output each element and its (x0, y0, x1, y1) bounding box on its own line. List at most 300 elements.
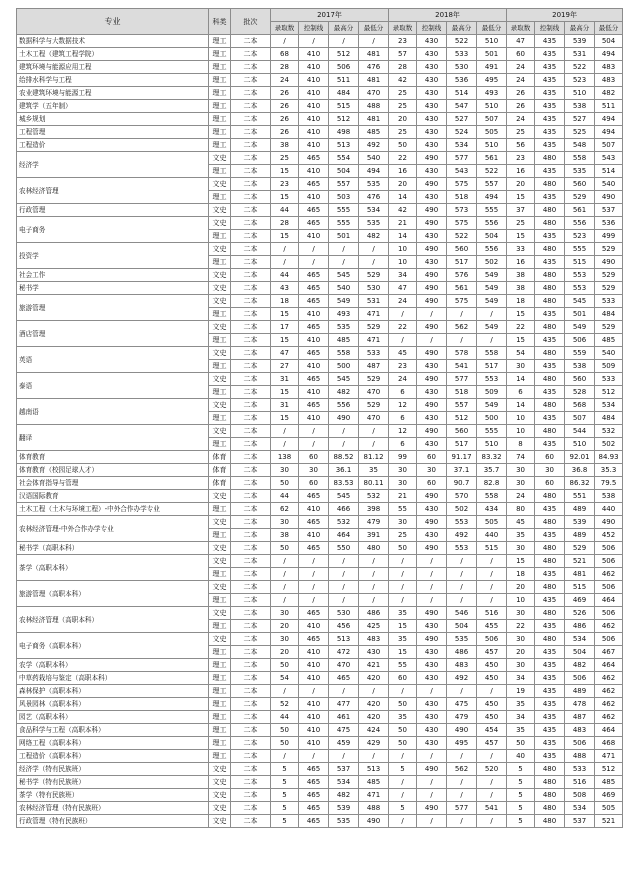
admission-table-wrapper (16, 8, 622, 828)
major-cell: 行政管理（特有民族班） (17, 815, 209, 828)
control-line-cell: 490 (417, 516, 447, 529)
header-control-line: 控制线 (417, 22, 447, 35)
admitted-cell: 30 (389, 464, 417, 477)
max-score-cell: 515 (565, 581, 595, 594)
admitted-cell: 5 (271, 815, 299, 828)
min-score-cell: 487 (359, 360, 389, 373)
max-score-cell: 539 (329, 802, 359, 815)
category-cell: 理工 (209, 620, 231, 633)
admitted-cell: 42 (389, 74, 417, 87)
min-score-cell: 506 (595, 542, 623, 555)
control-line-cell: 430 (417, 620, 447, 633)
table-row (17, 698, 623, 711)
major-cell: 城乡规划 (17, 113, 209, 126)
max-score-cell: 535 (565, 165, 595, 178)
batch-cell: 二本 (231, 178, 271, 191)
min-score-cell: 476 (359, 61, 389, 74)
table-row (17, 711, 623, 724)
admitted-cell: / (271, 750, 299, 763)
major-cell: 秘书学（高职本科） (17, 542, 209, 555)
min-score-cell: 462 (595, 711, 623, 724)
control-line-cell: 480 (535, 217, 565, 230)
admitted-cell: / (389, 750, 417, 763)
max-score-cell: 534 (329, 776, 359, 789)
control-line-cell: 490 (417, 425, 447, 438)
min-score-cell: 467 (595, 646, 623, 659)
admitted-cell: 15 (507, 555, 535, 568)
max-score-cell: 489 (565, 529, 595, 542)
admitted-cell: 10 (389, 243, 417, 256)
category-cell: 文史 (209, 763, 231, 776)
control-line-cell: 410 (299, 308, 329, 321)
admitted-cell: 30 (389, 516, 417, 529)
max-score-cell: 465 (329, 672, 359, 685)
control-line-cell: 430 (417, 48, 447, 61)
control-line-cell: 480 (535, 152, 565, 165)
max-score-cell: 485 (329, 334, 359, 347)
admitted-cell: 19 (507, 685, 535, 698)
batch-cell: 二本 (231, 87, 271, 100)
admitted-cell: 22 (389, 152, 417, 165)
admitted-cell: 5 (507, 802, 535, 815)
admitted-cell: / (389, 815, 417, 828)
max-score-cell: 538 (565, 360, 595, 373)
admitted-cell: / (271, 594, 299, 607)
category-cell: 体育 (209, 464, 231, 477)
control-line-cell: 435 (535, 256, 565, 269)
min-score-cell: 510 (477, 100, 507, 113)
max-score-cell: 492 (447, 672, 477, 685)
max-score-cell: 518 (447, 191, 477, 204)
control-line-cell: 60 (417, 477, 447, 490)
control-line-cell: / (299, 425, 329, 438)
category-cell: 理工 (209, 568, 231, 581)
admitted-cell: 25 (389, 100, 417, 113)
table-row (17, 48, 623, 61)
admitted-cell: 30 (507, 607, 535, 620)
max-score-cell: 535 (329, 815, 359, 828)
admitted-cell: 10 (507, 594, 535, 607)
batch-cell: 二本 (231, 607, 271, 620)
min-score-cell: 536 (595, 217, 623, 230)
max-score-cell: 517 (447, 438, 477, 451)
max-score-cell: 578 (447, 347, 477, 360)
max-score-cell: 477 (329, 698, 359, 711)
control-line-cell: 430 (417, 35, 447, 48)
header-admitted: 录取数 (507, 22, 535, 35)
batch-cell: 二本 (231, 48, 271, 61)
max-score-cell: 501 (565, 308, 595, 321)
min-score-cell: 421 (359, 659, 389, 672)
max-score-cell: 486 (565, 620, 595, 633)
max-score-cell: 535 (447, 633, 477, 646)
admitted-cell: 52 (271, 698, 299, 711)
min-score-cell: 484 (595, 412, 623, 425)
max-score-cell: 549 (565, 321, 595, 334)
control-line-cell: 435 (535, 48, 565, 61)
control-line-cell: 465 (299, 152, 329, 165)
control-line-cell: 430 (417, 256, 447, 269)
max-score-cell: 575 (447, 295, 477, 308)
max-score-cell: 504 (565, 646, 595, 659)
admitted-cell: 5 (271, 763, 299, 776)
min-score-cell: 509 (477, 386, 507, 399)
admitted-cell: 62 (271, 503, 299, 516)
major-cell: 数据科学与大数据技术 (17, 35, 209, 48)
table-row (17, 464, 623, 477)
min-score-cell: 529 (359, 269, 389, 282)
category-cell: 体育 (209, 477, 231, 490)
admitted-cell: 22 (507, 321, 535, 334)
admitted-cell: / (271, 685, 299, 698)
max-score-cell: 488 (565, 750, 595, 763)
min-score-cell: 499 (595, 230, 623, 243)
admitted-cell: 26 (507, 100, 535, 113)
major-cell: 农林经济管理-中外合作办学专业 (17, 516, 209, 542)
max-score-cell: / (447, 555, 477, 568)
batch-cell: 二本 (231, 386, 271, 399)
control-line-cell: 435 (535, 724, 565, 737)
max-score-cell: 482 (329, 386, 359, 399)
admitted-cell: 33 (507, 243, 535, 256)
admitted-cell: 25 (507, 126, 535, 139)
max-score-cell: 570 (447, 490, 477, 503)
max-score-cell: 557 (447, 399, 477, 412)
admitted-cell: 54 (271, 672, 299, 685)
min-score-cell: 481 (359, 74, 389, 87)
max-score-cell: 502 (447, 503, 477, 516)
category-cell: 文史 (209, 490, 231, 503)
control-line-cell: 435 (535, 386, 565, 399)
category-cell: 理工 (209, 87, 231, 100)
admitted-cell: 45 (389, 347, 417, 360)
min-score-cell: 506 (595, 555, 623, 568)
control-line-cell: 410 (299, 672, 329, 685)
control-line-cell: 435 (535, 659, 565, 672)
header-major: 专业 (17, 9, 209, 35)
control-line-cell: 435 (535, 750, 565, 763)
min-score-cell: 462 (595, 685, 623, 698)
min-score-cell: 549 (477, 282, 507, 295)
min-score-cell: 420 (359, 711, 389, 724)
min-score-cell: 533 (595, 373, 623, 386)
category-cell: 文史 (209, 347, 231, 360)
admitted-cell: 5 (271, 802, 299, 815)
control-line-cell: 490 (417, 373, 447, 386)
max-score-cell: 551 (565, 490, 595, 503)
min-score-cell: 540 (359, 152, 389, 165)
max-score-cell: 562 (447, 321, 477, 334)
admitted-cell: 24 (507, 113, 535, 126)
category-cell: 理工 (209, 698, 231, 711)
control-line-cell: 465 (299, 607, 329, 620)
min-score-cell: 84.93 (595, 451, 623, 464)
admitted-cell: 80 (507, 503, 535, 516)
max-score-cell: 534 (447, 139, 477, 152)
min-score-cell: 464 (595, 659, 623, 672)
control-line-cell: 430 (417, 438, 447, 451)
admitted-cell: 55 (389, 659, 417, 672)
table-row (17, 542, 623, 555)
max-score-cell: 472 (329, 646, 359, 659)
max-score-cell: 526 (565, 607, 595, 620)
max-score-cell: 36.8 (565, 464, 595, 477)
admitted-cell: / (389, 334, 417, 347)
control-line-cell: 480 (535, 178, 565, 191)
control-line-cell: 435 (535, 412, 565, 425)
max-score-cell: 513 (329, 139, 359, 152)
min-score-cell: 540 (595, 178, 623, 191)
control-line-cell: 410 (299, 139, 329, 152)
max-score-cell: / (329, 243, 359, 256)
table-row (17, 295, 623, 308)
control-line-cell: 435 (535, 139, 565, 152)
control-line-cell: 490 (417, 282, 447, 295)
category-cell: 文史 (209, 217, 231, 230)
category-cell: 文史 (209, 789, 231, 802)
control-line-cell: 490 (417, 295, 447, 308)
max-score-cell: 92.01 (565, 451, 595, 464)
max-score-cell: 559 (565, 347, 595, 360)
major-cell: 土木工程（土木与环境工程）-中外合作办学专业 (17, 503, 209, 516)
control-line-cell: 490 (417, 243, 447, 256)
control-line-cell: 410 (299, 87, 329, 100)
table-row (17, 503, 623, 516)
admitted-cell: 55 (389, 503, 417, 516)
max-score-cell: 513 (329, 633, 359, 646)
table-row (17, 789, 623, 802)
admitted-cell: / (271, 243, 299, 256)
min-score-cell: 491 (477, 61, 507, 74)
min-score-cell: 485 (359, 126, 389, 139)
header-batch: 批次 (231, 9, 271, 35)
control-line-cell: / (299, 555, 329, 568)
admitted-cell: 99 (389, 451, 417, 464)
major-cell: 翻译 (17, 425, 209, 451)
min-score-cell: 558 (477, 490, 507, 503)
min-score-cell: 512 (595, 386, 623, 399)
max-score-cell: 541 (447, 360, 477, 373)
control-line-cell: 490 (417, 269, 447, 282)
max-score-cell: / (447, 685, 477, 698)
min-score-cell: / (359, 555, 389, 568)
max-score-cell: 555 (329, 204, 359, 217)
admitted-cell: 44 (271, 490, 299, 503)
category-cell: 文史 (209, 802, 231, 815)
max-score-cell: 475 (329, 724, 359, 737)
control-line-cell: 435 (535, 360, 565, 373)
table-row (17, 126, 623, 139)
min-score-cell: 470 (359, 87, 389, 100)
min-score-cell: 483 (359, 633, 389, 646)
control-line-cell: 430 (417, 100, 447, 113)
min-score-cell: 506 (595, 581, 623, 594)
category-cell: 理工 (209, 230, 231, 243)
major-cell: 食品科学与工程（高职本科） (17, 724, 209, 737)
admitted-cell: 18 (271, 295, 299, 308)
major-cell: 越南语 (17, 399, 209, 425)
max-score-cell: 507 (565, 412, 595, 425)
category-cell: 理工 (209, 724, 231, 737)
batch-cell: 二本 (231, 594, 271, 607)
control-line-cell: 435 (535, 568, 565, 581)
min-score-cell: 515 (477, 542, 507, 555)
max-score-cell: 466 (329, 503, 359, 516)
table-row (17, 373, 623, 386)
min-score-cell: 513 (359, 763, 389, 776)
admitted-cell: 22 (507, 620, 535, 633)
category-cell: 体育 (209, 451, 231, 464)
max-score-cell: 91.17 (447, 451, 477, 464)
control-line-cell: 465 (299, 282, 329, 295)
max-score-cell: 461 (329, 711, 359, 724)
admitted-cell: 5 (389, 763, 417, 776)
admitted-cell: 30 (507, 360, 535, 373)
category-cell: 文史 (209, 243, 231, 256)
min-score-cell: 561 (477, 152, 507, 165)
category-cell: 理工 (209, 191, 231, 204)
max-score-cell: 577 (447, 802, 477, 815)
control-line-cell: 480 (535, 542, 565, 555)
admitted-cell: 15 (271, 334, 299, 347)
table-row (17, 35, 623, 48)
table-body (17, 35, 623, 828)
control-line-cell: / (299, 581, 329, 594)
batch-cell: 二本 (231, 61, 271, 74)
min-score-cell: 558 (477, 347, 507, 360)
control-line-cell: 60 (417, 451, 447, 464)
admitted-cell: 26 (271, 113, 299, 126)
admitted-cell: 20 (271, 646, 299, 659)
control-line-cell: 430 (417, 386, 447, 399)
control-line-cell: 430 (417, 360, 447, 373)
min-score-cell: 557 (477, 178, 507, 191)
admitted-cell: 8 (507, 438, 535, 451)
major-cell: 农学（高职本科） (17, 659, 209, 672)
min-score-cell: 494 (595, 126, 623, 139)
min-score-cell: 470 (359, 386, 389, 399)
max-score-cell: / (329, 425, 359, 438)
admitted-cell: 24 (389, 295, 417, 308)
max-score-cell: 533 (565, 763, 595, 776)
control-line-cell: 435 (535, 113, 565, 126)
min-score-cell: 529 (595, 282, 623, 295)
control-line-cell: 480 (535, 490, 565, 503)
max-score-cell: 556 (565, 217, 595, 230)
batch-cell: 二本 (231, 243, 271, 256)
max-score-cell: 558 (565, 152, 595, 165)
min-score-cell: 537 (595, 204, 623, 217)
max-score-cell: 568 (565, 399, 595, 412)
control-line-cell: 410 (299, 126, 329, 139)
admitted-cell: 18 (507, 295, 535, 308)
batch-cell: 二本 (231, 802, 271, 815)
admitted-cell: / (389, 776, 417, 789)
min-score-cell: 462 (595, 672, 623, 685)
min-score-cell: 506 (477, 633, 507, 646)
major-cell: 园艺（高职本科） (17, 711, 209, 724)
control-line-cell: 465 (299, 542, 329, 555)
admitted-cell: 74 (507, 451, 535, 464)
batch-cell: 二本 (231, 815, 271, 828)
max-score-cell: 530 (447, 61, 477, 74)
admitted-cell: / (389, 581, 417, 594)
batch-cell: 二本 (231, 490, 271, 503)
admitted-cell: 15 (271, 191, 299, 204)
header-admitted: 录取数 (271, 22, 299, 35)
min-score-cell: 479 (359, 516, 389, 529)
control-line-cell: 465 (299, 373, 329, 386)
admitted-cell: 6 (389, 438, 417, 451)
admitted-cell: 30 (271, 464, 299, 477)
batch-cell: 二本 (231, 789, 271, 802)
max-score-cell: 518 (447, 386, 477, 399)
max-score-cell: 464 (329, 529, 359, 542)
min-score-cell: / (359, 568, 389, 581)
batch-cell: 二本 (231, 620, 271, 633)
min-score-cell: / (477, 815, 507, 828)
max-score-cell: 558 (329, 347, 359, 360)
control-line-cell: 410 (299, 412, 329, 425)
admitted-cell: 44 (271, 269, 299, 282)
batch-cell: 二本 (231, 438, 271, 451)
min-score-cell: 469 (595, 789, 623, 802)
min-score-cell: 549 (477, 295, 507, 308)
control-line-cell: 435 (535, 74, 565, 87)
min-score-cell: 535 (359, 178, 389, 191)
min-score-cell: / (359, 35, 389, 48)
admitted-cell: / (389, 555, 417, 568)
max-score-cell: 545 (329, 490, 359, 503)
min-score-cell: 450 (477, 659, 507, 672)
control-line-cell: 490 (417, 204, 447, 217)
header-year-2018: 2018年 (389, 9, 507, 22)
admitted-cell: 15 (507, 191, 535, 204)
max-score-cell: 561 (565, 204, 595, 217)
batch-cell: 二本 (231, 100, 271, 113)
min-score-cell: 485 (595, 776, 623, 789)
admitted-cell: 16 (507, 256, 535, 269)
admitted-cell: / (389, 568, 417, 581)
min-score-cell: 531 (359, 295, 389, 308)
table-row (17, 282, 623, 295)
control-line-cell: 480 (535, 204, 565, 217)
min-score-cell: 35.3 (595, 464, 623, 477)
control-line-cell: 410 (299, 503, 329, 516)
batch-cell: 二本 (231, 360, 271, 373)
admitted-cell: 15 (271, 165, 299, 178)
admitted-cell: 35 (507, 529, 535, 542)
control-line-cell: 435 (535, 126, 565, 139)
min-score-cell: 511 (595, 100, 623, 113)
table-row (17, 100, 623, 113)
max-score-cell: 556 (329, 399, 359, 412)
admitted-cell: 25 (507, 217, 535, 230)
admitted-cell: 15 (389, 646, 417, 659)
max-score-cell: 577 (447, 152, 477, 165)
admitted-cell: 34 (507, 711, 535, 724)
admitted-cell: 60 (507, 48, 535, 61)
control-line-cell: 410 (299, 620, 329, 633)
table-row (17, 477, 623, 490)
min-score-cell: 35.7 (477, 464, 507, 477)
admitted-cell: 21 (389, 490, 417, 503)
control-line-cell: 465 (299, 347, 329, 360)
control-line-cell: 430 (417, 230, 447, 243)
major-cell: 电子商务（高职本科） (17, 633, 209, 659)
admitted-cell: / (271, 438, 299, 451)
max-score-cell: / (329, 581, 359, 594)
